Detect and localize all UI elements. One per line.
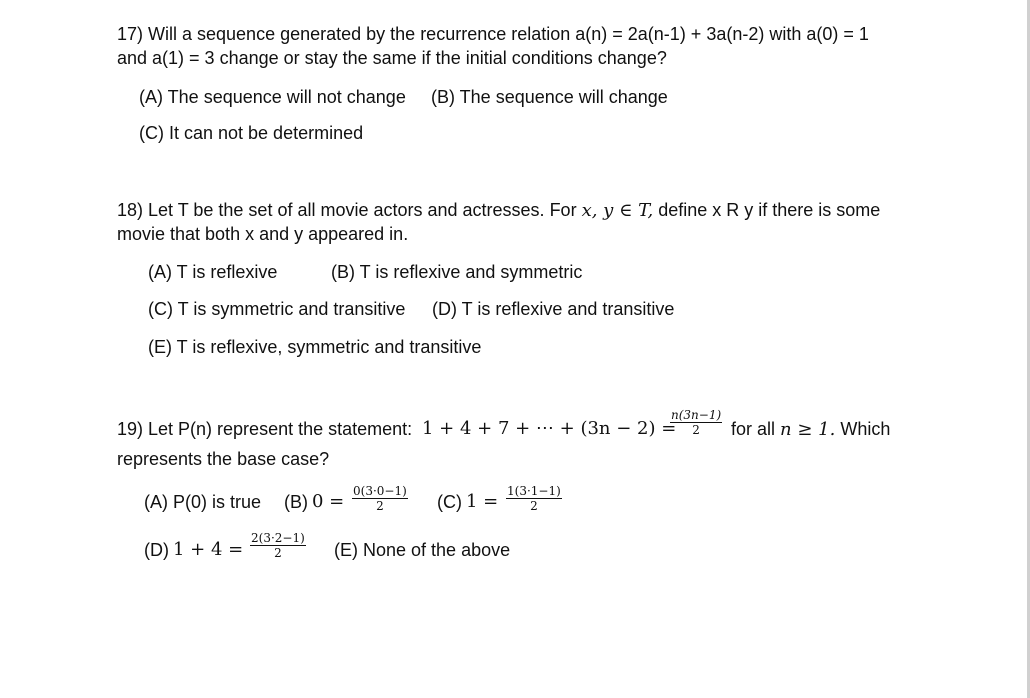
- q19-statement-math: 1 + 4 + 7 + ⋯ + (3n − 2) =: [422, 418, 677, 439]
- q19-option-c-math: 1 =: [466, 491, 499, 512]
- q19-statement-fraction: [670, 408, 722, 437]
- q18-option-c: (C) T is symmetric and transitive: [148, 299, 406, 319]
- q18-line1-post: define x R y if there is some: [658, 200, 881, 220]
- q19-for-all: for all: [731, 419, 776, 439]
- q19-option-b-label: (B): [284, 492, 308, 512]
- q19-option-d-denominator: 2: [274, 546, 282, 560]
- q19-option-d-numerator: 2(3·2−1): [251, 531, 305, 545]
- q19-option-d-fraction: [250, 531, 306, 560]
- q19-option-c-denominator: 2: [530, 499, 538, 513]
- q17-option-a: (A) The sequence will not change: [139, 87, 406, 107]
- q19-option-b-numerator: 0(3·0−1): [353, 484, 407, 498]
- q17-option-b: (B) The sequence will change: [431, 87, 668, 107]
- q18-option-b: (B) T is reflexive and symmetric: [331, 262, 583, 282]
- q17-text-line1: 17) Will a sequence generated by the recurrence relation a(n) = 2a(n-1) + 3a(n-2) with a(0) = 1: [117, 24, 869, 44]
- q19-option-a: (A) P(0) is true: [144, 492, 262, 512]
- q19-option-c-fraction: [506, 484, 562, 513]
- q19-option-e: (E) None of the above: [334, 540, 511, 560]
- q18-line1-math: x, y ∈ T,: [581, 200, 654, 221]
- q19-option-b-denominator: 2: [376, 499, 384, 513]
- q19-fraction-numerator: n(3n−1): [671, 408, 722, 422]
- q19-option-c-label: (C): [437, 492, 462, 512]
- q18-text-line2: movie that both x and y appeared in.: [117, 224, 409, 244]
- q19-option-d-label: (D): [144, 540, 169, 560]
- q17-text-line2: and a(1) = 3 change or stay the same if the initial conditions change?: [117, 48, 667, 68]
- q19-text-line1-post: [731, 418, 890, 441]
- q19-text-line2: represents the base case?: [117, 449, 330, 469]
- q18-option-e: (E) T is reflexive, symmetric and transitive: [148, 337, 482, 357]
- q19-option-b-fraction: [352, 484, 408, 513]
- q17-option-c: (C) It can not be determined: [139, 123, 364, 143]
- q19-n-geq-1: n ≥ 1.: [780, 419, 836, 440]
- q18-option-a: (A) T is reflexive: [148, 262, 278, 282]
- q18-option-d: (D) T is reflexive and transitive: [432, 299, 675, 319]
- q19-which: Which: [840, 419, 891, 439]
- q19-option-d-math: 1 + 4 =: [173, 539, 244, 560]
- q19-text-line1-pre: 19) Let P(n) represent the statement:: [117, 419, 413, 439]
- q19-option-b-math: 0 =: [312, 491, 345, 512]
- q19-option-c-numerator: 1(3·1−1): [507, 484, 561, 498]
- q19-fraction-denominator: 2: [692, 423, 700, 437]
- q18-line1-pre: 18) Let T be the set of all movie actors and actresses. For: [117, 200, 577, 220]
- q18-text-line1: [117, 199, 880, 222]
